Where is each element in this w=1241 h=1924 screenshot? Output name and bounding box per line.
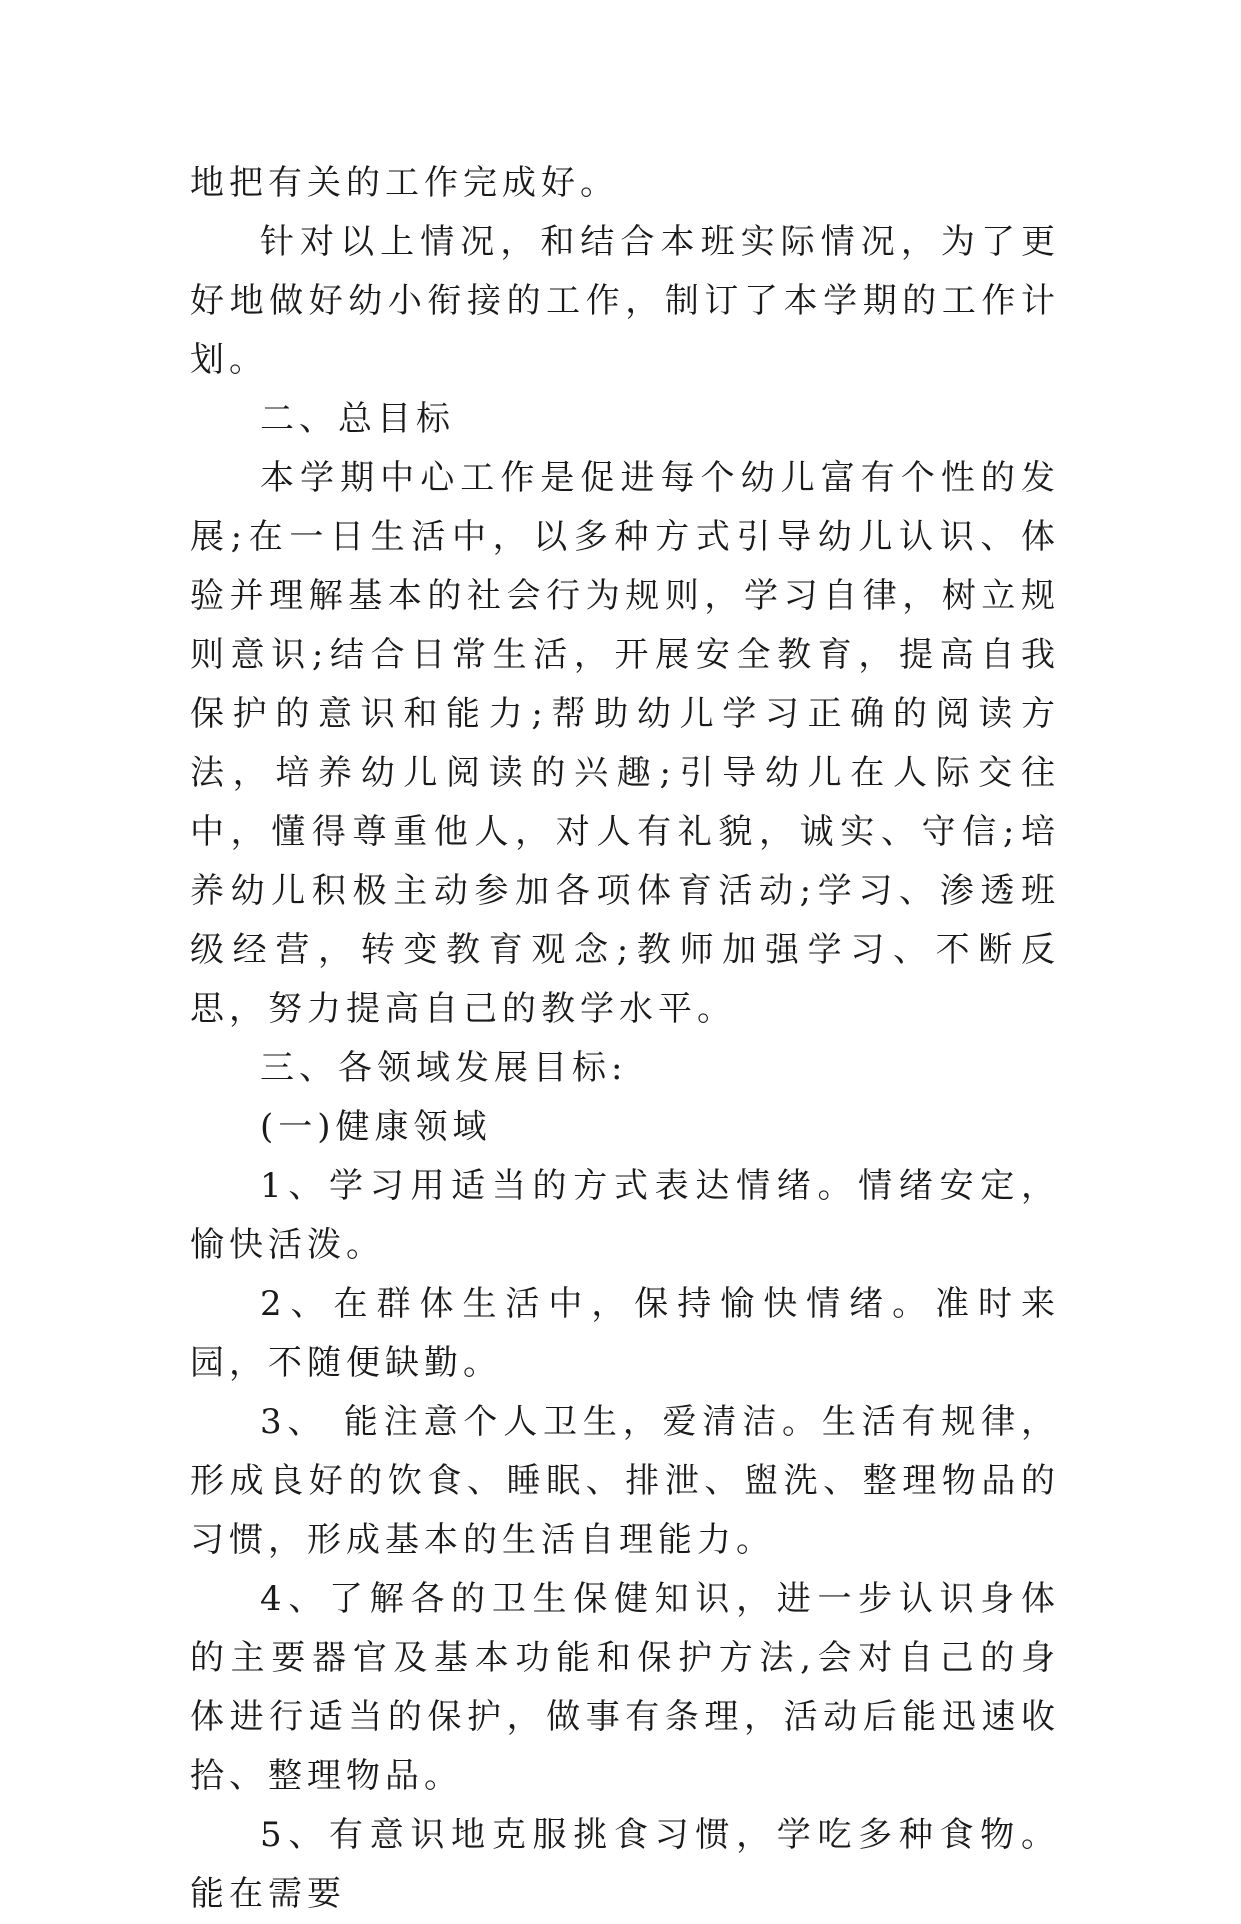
document-body — [190, 154, 1060, 1924]
list-item-1: 1、学习用适当的方式表达情绪。情绪安定，愉快活泼。 — [190, 1166, 1060, 1265]
list-item-4: 4、了解各的卫生保健知识，进一步认识身体的主要器官及基本功能和保护方法,会对自己的身体进行适当的保护，做事有条理，活动后能迅速收拾、整理物品。 — [190, 1579, 1060, 1796]
paragraph-continuation: 地把有关的工作完成好。 — [190, 163, 619, 203]
paragraph-overall-goal: 本学期中心工作是促进每个幼儿富有个性的发展;在一日生活中，以多种方式引导幼儿认识、体验并理解基本的社会行为规则，学习自律，树立规则意识;结合日常生活，开展安全教育，提高自我保护的意识和能力;帮助幼儿学习正确的阅读方法，培养幼儿阅读的兴趣;引导幼儿在人际交往中，懂得尊重他人，对人有礼貌，诚实、守信;培养幼儿积极主动参加各项体育活动;学习、渗透班级经营，转变教育观念;教师加强学习、不断反思，努力提高自己的教学水平。 — [190, 458, 1060, 1029]
list-item-5: 5、有意识地克服挑食习惯，学吃多种食物。能在需要 — [190, 1815, 1060, 1914]
list-item-3: 3、 能注意个人卫生，爱清洁。生活有规律，形成良好的饮食、睡眠、排泄、盥洗、整理物品的习惯，形成基本的生活自理能力。 — [190, 1402, 1060, 1560]
section-heading-overall-goal: 二、总目标 — [260, 399, 455, 439]
subsection-heading-health: (一)健康领域 — [260, 1107, 492, 1147]
section-heading-domain-goals: 三、各领域发展目标: — [260, 1048, 628, 1088]
paragraph-intro: 针对以上情况，和结合本班实际情况，为了更好地做好幼小衔接的工作，制订了本学期的工作计划。 — [190, 222, 1060, 380]
list-item-2: 2、在群体生活中，保持愉快情绪。准时来园，不随便缺勤。 — [190, 1284, 1060, 1383]
